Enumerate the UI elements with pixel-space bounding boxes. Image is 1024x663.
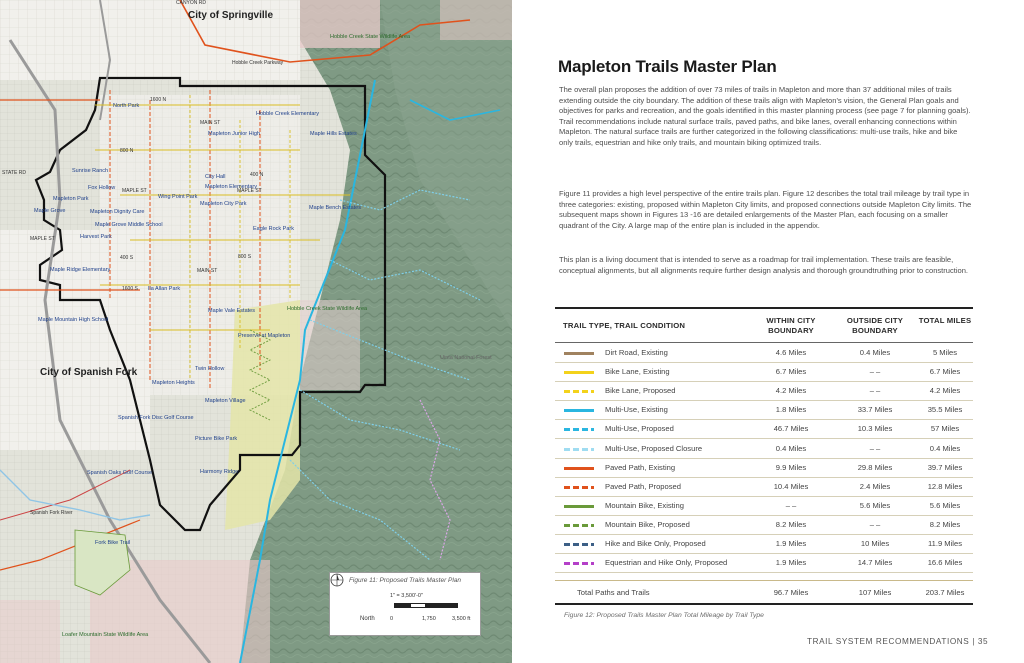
map-label-mapleton-village: Mapleton Village xyxy=(205,398,246,404)
map-label-canyon-rd: CANYON RD xyxy=(176,0,207,6)
total-miles-cell: 0.4 Miles xyxy=(929,443,961,453)
map-label-wing-point-park: Wing Point Park xyxy=(158,194,198,200)
map-label-loafer-mountain: Loafer Mountain State Wildlife Area xyxy=(62,632,149,638)
total-row-label: Total Paths and Trails xyxy=(577,588,650,597)
table-header-outside: OUTSIDE CITY BOUNDARY xyxy=(846,316,904,335)
text-page xyxy=(512,0,1024,663)
trail-type-label: Dirt Road, Existing xyxy=(605,348,668,357)
outside-city-miles: – – xyxy=(869,386,881,396)
trail-type-label: Bike Lane, Existing xyxy=(605,367,670,377)
map-label-preserve-at-mapleton: Preserve at Mapleton xyxy=(238,333,291,339)
trail-type-label: Mountain Bike, Proposed xyxy=(605,519,690,529)
within-city-miles: 8.2 Miles xyxy=(775,519,807,529)
trail-line-swatch xyxy=(564,505,594,508)
within-city-miles: 4.2 Miles xyxy=(775,386,807,396)
scale-ticks xyxy=(382,616,478,624)
trail-type-label: Bike Lane, Proposed xyxy=(605,386,676,396)
table-row xyxy=(555,477,973,497)
table-row xyxy=(555,553,973,573)
trail-type-label: Paved Path, Existing xyxy=(605,462,676,472)
map-label-fork-bike-trail: Fork Bike Trail xyxy=(95,540,131,546)
scale-tick-1750: 1,750 xyxy=(422,616,436,622)
outside-city-miles: 5.6 Miles xyxy=(859,500,891,510)
outside-city-miles: – – xyxy=(869,443,881,453)
trail-line-swatch xyxy=(564,448,594,451)
within-city-miles: 1.8 Miles xyxy=(775,405,807,415)
outside-city-miles: 10.3 Miles xyxy=(857,424,893,434)
trail-line-swatch xyxy=(564,543,594,546)
map-label-maple-vale-estates: Maple Vale Estates xyxy=(208,308,255,314)
map-label-hobble-creek-wildlife-north: Hobble Creek State Wildlife Area xyxy=(330,34,411,40)
intro-paragraph: The overall plan proposes the addition of over 73 miles of trails in Mapleton and more than 37 additional miles of trails extending outside the city boundary. The addition of these trails align with Mapleton's vision, the General Plan goals and objectives for parks and recreation, and the goals identified in this master planning process (see page 7 for planning goals). Trail recommendations include natural surface trails, paved paths, and bike lanes, overall enhancing connections within Mapleton. The natural surface trails are further categorized in the following classifications: multi-use trails, hike and bike only trails, equestrian and hike only trails, and mountain biking optimized trails. xyxy=(559,85,971,147)
map-label-1600-n: 1600 N xyxy=(150,97,167,103)
map-label-eagle-rock-park: Eagle Rock Park xyxy=(253,226,294,232)
total-miles: 203.7 Miles xyxy=(925,588,965,597)
scale-tick-3500: 3,500 ft xyxy=(452,616,471,622)
trail-type-label: Mountain Bike, Existing xyxy=(605,500,684,510)
map-label-ila-allan-park: Ila Allan Park xyxy=(148,286,181,292)
map-label-maple-st-2: MAPLE ST xyxy=(237,188,262,194)
table-row xyxy=(555,496,973,516)
trail-type-label: Multi-Use, Existing xyxy=(605,405,668,415)
map-label-maple-mountain-high-school: Maple Mountain High School xyxy=(38,317,109,323)
north-label: North xyxy=(360,616,375,622)
map-label-twin-hollow: Twin Hollow xyxy=(195,366,225,372)
map-label-mapleton-elementary: Mapleton Elementary xyxy=(205,184,257,190)
map-label-main-st: MAIN ST xyxy=(197,268,218,274)
within-city-miles: 10.4 Miles xyxy=(773,481,809,491)
map-label-800-s: 800 S xyxy=(238,254,252,260)
outside-city-miles: – – xyxy=(869,367,881,377)
map-label-harvest-park: Harvest Park xyxy=(80,234,112,240)
outside-city-miles: – – xyxy=(869,519,881,529)
map-label-mapleton-dignity-care: Mapleton Dignity Care xyxy=(90,209,145,215)
trail-line-swatch xyxy=(564,467,594,470)
figure-12-caption: Figure 12: Proposed Trails Master Plan Total Mileage by Trail Type xyxy=(564,612,764,619)
map-label-spanish-fork-disc-golf: Spanish Fork Disc Golf Course xyxy=(118,415,194,421)
map-label-mapleton-city-park: Mapleton City Park xyxy=(200,201,247,207)
table-header-within: WITHIN CITY BOUNDARY xyxy=(766,316,816,335)
map-label-main-st-2: MAIN ST xyxy=(200,120,221,126)
page-footer: TRAIL SYSTEM RECOMMENDATIONS | 35 xyxy=(807,637,989,646)
map-label-uinta-national-forest: Uinta National Forest xyxy=(440,355,492,361)
map-label-400-s: 400 S xyxy=(120,255,134,261)
map-label-sunrise-ranch: Sunrise Ranch xyxy=(72,168,109,174)
map-label-spanish-oaks-golf: Spanish Oaks Golf Course xyxy=(87,470,153,476)
living-document-paragraph: This plan is a living document that is intended to serve as a roadmap for trail implementation. These trails are feasible, conceptual alignments, but all alignments require further design analysis and thorough groundtruthing prior to construction. xyxy=(559,255,969,275)
trail-line-swatch xyxy=(564,352,594,355)
north-arrow-icon xyxy=(330,573,344,587)
map-label-hobble-creek-elementary: Hobble Creek Elementary xyxy=(256,111,319,117)
total-miles-cell: 6.7 Miles xyxy=(929,367,961,377)
map-caption-box xyxy=(329,572,481,636)
figures-paragraph: Figure 11 provides a high level perspective of the entire trails plan. Figure 12 describes the total trail mileage by trail type in three categories: existing, proposed within Mapleton City limits, and proposed connections outside Mapleton City limits. The subsequent maps shown in Figures 13 -16 are detailed enlargements of the Master Plan, each focusing on a smaller quadrant of the City. A large map of the entire plan is included in the appendix. xyxy=(559,189,972,230)
trail-line-swatch xyxy=(564,524,594,527)
total-miles-cell: 39.7 Miles xyxy=(927,462,963,472)
page-title: Mapleton Trails Master Plan xyxy=(558,57,777,76)
map-label-mapleton-heights: Mapleton Heights xyxy=(152,380,195,386)
total-within: 96.7 Miles xyxy=(773,588,809,597)
map-label-mapleton-park: Mapleton Park xyxy=(53,196,89,202)
trail-line-swatch xyxy=(564,409,594,412)
scale-bar xyxy=(394,603,458,608)
within-city-miles: 0.4 Miles xyxy=(775,443,807,453)
table-row xyxy=(555,419,973,439)
within-city-miles: 46.7 Miles xyxy=(773,424,809,434)
within-city-miles: 4.6 Miles xyxy=(775,348,807,357)
table-total-row xyxy=(555,580,973,605)
trail-line-swatch xyxy=(564,428,594,431)
total-outside: 107 Miles xyxy=(858,588,892,597)
city-label-spanish-fork: City of Spanish Fork xyxy=(40,367,138,378)
outside-city-miles: 29.8 Miles xyxy=(857,462,893,472)
within-city-miles: – – xyxy=(785,500,797,510)
table-top-rule xyxy=(555,307,973,309)
trail-line-swatch xyxy=(564,371,594,374)
scale-label: 1" = 3,500'-0" xyxy=(390,593,423,599)
trail-line-swatch xyxy=(564,486,594,489)
figure-11-caption: Figure 11: Proposed Trails Master Plan xyxy=(348,577,462,584)
map-label-400-n: 400 N xyxy=(250,172,264,178)
total-miles-cell: 8.2 Miles xyxy=(929,519,961,529)
outside-city-miles: 33.7 Miles xyxy=(857,405,893,415)
total-miles-cell: 11.9 Miles xyxy=(927,539,963,548)
table-row xyxy=(555,439,973,459)
total-miles-cell: 4.2 Miles xyxy=(929,386,961,396)
table-row xyxy=(555,458,973,478)
map-label-maple-st-west: MAPLE ST xyxy=(30,236,55,242)
map-label-800-n: 800 N xyxy=(120,148,134,154)
total-miles-cell: 35.5 Miles xyxy=(927,405,963,415)
map-label-hobble-creek-parkway: Hobble Creek Parkway xyxy=(232,60,284,66)
map-label-picture-bike-park: Picture Bike Park xyxy=(195,436,238,442)
trail-line-swatch xyxy=(564,562,594,565)
map-label-fox-hollow: Fox Hollow xyxy=(88,185,116,191)
within-city-miles: 6.7 Miles xyxy=(775,367,807,377)
table-row xyxy=(555,343,973,363)
within-city-miles: 1.9 Miles xyxy=(775,539,807,548)
map-label-1600-s: 1600 S xyxy=(122,286,138,292)
table-header-total: TOTAL MILES xyxy=(918,316,972,325)
total-miles-cell: 5.6 Miles xyxy=(929,500,961,510)
table-row xyxy=(555,362,973,382)
map-label-maple-bench-estates: Maple Bench Estates xyxy=(309,205,361,211)
outside-city-miles: 14.7 Miles xyxy=(857,558,893,568)
outside-city-miles: 10 Miles xyxy=(860,539,890,548)
total-miles-cell: 16.6 Miles xyxy=(927,558,963,568)
outside-city-miles: 0.4 Miles xyxy=(859,348,891,357)
trail-type-label: Hike and Bike Only, Proposed xyxy=(605,539,706,548)
within-city-miles: 9.9 Miles xyxy=(775,462,807,472)
trail-type-label: Paved Path, Proposed xyxy=(605,481,681,491)
within-city-miles: 1.9 Miles xyxy=(775,558,807,568)
trail-type-label: Equestrian and Hike Only, Proposed xyxy=(605,558,728,568)
map-label-maple-grove: Maple Grove xyxy=(34,208,66,214)
trail-line-swatch xyxy=(564,390,594,393)
total-miles-cell: 57 Miles xyxy=(930,424,960,434)
map-label-hobble-creek-wildlife-south: Hobble Creek State Wildlife Area xyxy=(287,306,368,312)
map-label-maple-grove-middle-school: Maple Grove Middle School xyxy=(95,222,163,228)
total-miles-cell: 12.8 Miles xyxy=(927,481,963,491)
total-miles-cell: 5 Miles xyxy=(932,348,958,357)
map-label-city-hall: City Hall xyxy=(205,174,226,180)
map-label-maple-st: MAPLE ST xyxy=(122,188,147,194)
city-label-springville: City of Springville xyxy=(188,10,274,21)
map-label-maple-hills-estates: Maple Hills Estates xyxy=(310,131,357,137)
table-row xyxy=(555,381,973,401)
scale-tick-0: 0 xyxy=(390,616,394,622)
map-label-north-park: North Park xyxy=(113,103,140,109)
outside-city-miles: 2.4 Miles xyxy=(859,481,891,491)
map-label-state-rd: STATE RD xyxy=(2,170,26,176)
map-label-mapleton-junior-high: Mapleton Junior High xyxy=(208,131,260,137)
table-row xyxy=(555,400,973,420)
map-label-spanish-fork-river: Spanish Fork River xyxy=(30,510,73,516)
trail-type-label: Multi-Use, Proposed xyxy=(605,424,674,434)
table-header-type: TRAIL TYPE, TRAIL CONDITION xyxy=(563,321,686,330)
map-label-maple-ridge-elementary: Maple Ridge Elementary xyxy=(50,267,111,273)
map-label-harmony-ridge: Harmony Ridge xyxy=(200,469,239,475)
trail-type-label: Multi-Use, Proposed Closure xyxy=(605,443,703,453)
table-row xyxy=(555,515,973,535)
table-row xyxy=(555,534,973,554)
